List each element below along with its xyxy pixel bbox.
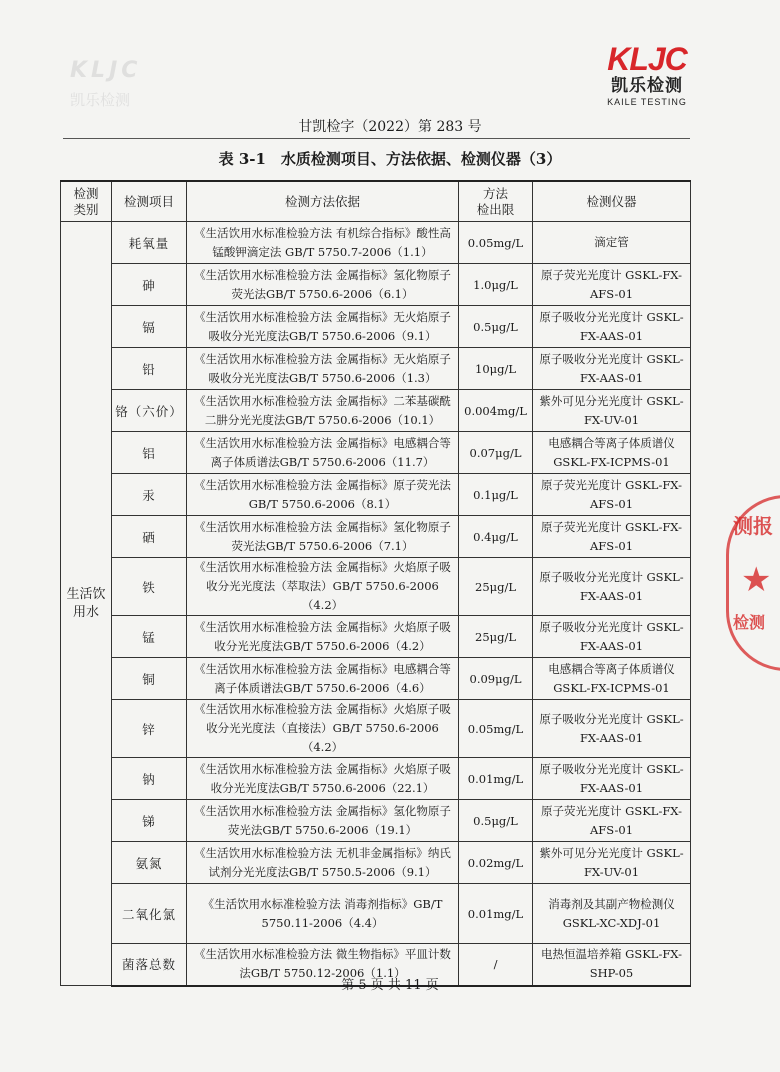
table-body bbox=[61, 222, 691, 986]
instrument-cell: 原子荧光光度计 GSKL-FX-AFS-01 bbox=[533, 474, 691, 516]
table-row bbox=[61, 432, 691, 474]
table-row bbox=[61, 658, 691, 700]
method-cell: 《生活饮用水标准检验方法 金属指标》二苯基碳酰二肼分光光度法GB/T 5750.6-2006（10.1） bbox=[187, 390, 459, 432]
item-cell: 二氧化氯 bbox=[112, 884, 187, 944]
table-row bbox=[61, 306, 691, 348]
method-cell: 《生活饮用水标准检验方法 金属指标》氢化物原子荧光法GB/T 5750.6-2006（7.1） bbox=[187, 516, 459, 558]
instrument-cell: 原子吸收分光光度计 GSKL-FX-AAS-01 bbox=[533, 700, 691, 758]
logo-mark: KLJC bbox=[607, 41, 687, 77]
table-row bbox=[61, 558, 691, 616]
item-cell: 锰 bbox=[112, 616, 187, 658]
method-cell: 《生活饮用水标准检验方法 金属指标》火焰原子吸收分光光度法GB/T 5750.6-2006（4.2） bbox=[187, 616, 459, 658]
table-header-row bbox=[61, 181, 691, 222]
stamp-text-bottom: 检测 bbox=[733, 613, 766, 632]
item-cell: 铝 bbox=[112, 432, 187, 474]
instrument-cell: 电热恒温培养箱 GSKL-FX-SHP-05 bbox=[533, 944, 691, 986]
item-cell: 锌 bbox=[112, 700, 187, 758]
table-row bbox=[61, 758, 691, 800]
logo-english-name: KAILE TESTING bbox=[607, 97, 687, 107]
method-cell: 《生活饮用水标准检验方法 金属指标》火焰原子吸收分光光度法（直接法）GB/T 5750.6-2006（4.2） bbox=[187, 700, 459, 758]
limit-cell: 0.05mg/L bbox=[459, 222, 533, 264]
instrument-cell: 原子荧光光度计 GSKL-FX-AFS-01 bbox=[533, 800, 691, 842]
instrument-cell: 原子吸收分光光度计 GSKL-FX-AAS-01 bbox=[533, 758, 691, 800]
watermark-mark: KLJC bbox=[70, 58, 142, 83]
limit-cell: 0.4μg/L bbox=[459, 516, 533, 558]
table-row bbox=[61, 222, 691, 264]
method-cell: 《生活饮用水标准检验方法 金属指标》无火焰原子吸收分光光度法GB/T 5750.6-2006（1.3） bbox=[187, 348, 459, 390]
page-number: 第 5 页 共 11 页 bbox=[341, 978, 439, 993]
item-cell: 铜 bbox=[112, 658, 187, 700]
instrument-cell: 紫外可见分光光度计 GSKL-FX-UV-01 bbox=[533, 390, 691, 432]
header-method: 检测方法依据 bbox=[187, 181, 459, 222]
test-items-table bbox=[60, 180, 691, 987]
item-cell: 锑 bbox=[112, 800, 187, 842]
instrument-cell: 原子荧光光度计 GSKL-FX-AFS-01 bbox=[533, 516, 691, 558]
item-cell: 砷 bbox=[112, 264, 187, 306]
instrument-cell: 紫外可见分光光度计 GSKL-FX-UV-01 bbox=[533, 842, 691, 884]
limit-cell: 0.05mg/L bbox=[459, 700, 533, 758]
header-category: 检测 类别 bbox=[61, 181, 112, 222]
instrument-cell: 滴定管 bbox=[533, 222, 691, 264]
item-cell: 钠 bbox=[112, 758, 187, 800]
header-divider bbox=[63, 138, 690, 139]
method-cell: 《生活饮用水标准检验方法 金属指标》火焰原子吸收分光光度法（萃取法）GB/T 5750.6-2006（4.2） bbox=[187, 558, 459, 616]
limit-cell: / bbox=[459, 944, 533, 986]
instrument-cell: 原子吸收分光光度计 GSKL-FX-AAS-01 bbox=[533, 348, 691, 390]
item-cell: 铁 bbox=[112, 558, 187, 616]
instrument-cell: 消毒剂及其副产物检测仪 GSKL-XC-XDJ-01 bbox=[533, 884, 691, 944]
instrument-cell: 原子吸收分光光度计 GSKL-FX-AAS-01 bbox=[533, 306, 691, 348]
watermark-logo bbox=[70, 58, 141, 110]
method-cell: 《生活饮用水标准检验方法 金属指标》电感耦合等离子体质谱法GB/T 5750.6-2006（11.7） bbox=[187, 432, 459, 474]
table-row bbox=[61, 700, 691, 758]
limit-cell: 25μg/L bbox=[459, 616, 533, 658]
item-cell: 镉 bbox=[112, 306, 187, 348]
table-row bbox=[61, 516, 691, 558]
limit-cell: 25μg/L bbox=[459, 558, 533, 616]
logo-chinese-name: 凯乐检测 bbox=[611, 76, 683, 96]
stamp-text-top: 测报 bbox=[733, 514, 773, 538]
instrument-cell: 原子荧光光度计 GSKL-FX-AFS-01 bbox=[533, 264, 691, 306]
item-cell: 耗氧量 bbox=[112, 222, 187, 264]
limit-cell: 0.1μg/L bbox=[459, 474, 533, 516]
limit-cell: 0.02mg/L bbox=[459, 842, 533, 884]
limit-cell: 0.07μg/L bbox=[459, 432, 533, 474]
limit-cell: 10μg/L bbox=[459, 348, 533, 390]
instrument-cell: 电感耦合等离子体质谱仪GSKL-FX-ICPMS-01 bbox=[533, 432, 691, 474]
red-seal-stamp bbox=[726, 495, 780, 671]
table-row bbox=[61, 842, 691, 884]
limit-cell: 0.5μg/L bbox=[459, 306, 533, 348]
watermark-name: 凯乐检测 bbox=[70, 91, 131, 109]
method-cell: 《生活饮用水标准检验方法 金属指标》原子荧光法GB/T 5750.6-2006（8.1） bbox=[187, 474, 459, 516]
limit-cell: 0.5μg/L bbox=[459, 800, 533, 842]
limit-cell: 0.01mg/L bbox=[459, 884, 533, 944]
method-cell: 《生活饮用水标准检验方法 金属指标》电感耦合等离子体质谱法GB/T 5750.6-2006（4.6） bbox=[187, 658, 459, 700]
item-cell: 菌落总数 bbox=[112, 944, 187, 986]
company-logo bbox=[592, 42, 702, 108]
method-cell: 《生活饮用水标准检验方法 金属指标》氢化物原子荧光法GB/T 5750.6-2006（19.1） bbox=[187, 800, 459, 842]
table-row bbox=[61, 474, 691, 516]
stamp-star-icon: ★ bbox=[741, 560, 772, 600]
table-row bbox=[61, 390, 691, 432]
method-cell: 《生活饮用水标准检验方法 金属指标》无火焰原子吸收分光光度法GB/T 5750.6-2006（9.1） bbox=[187, 306, 459, 348]
method-cell: 《生活饮用水标准检验方法 有机综合指标》酸性高锰酸钾滴定法 GB/T 5750.7-2006（1.1） bbox=[187, 222, 459, 264]
limit-cell: 0.09μg/L bbox=[459, 658, 533, 700]
item-cell: 铬（六价） bbox=[112, 390, 187, 432]
instrument-cell: 原子吸收分光光度计 GSKL-FX-AAS-01 bbox=[533, 616, 691, 658]
limit-cell: 1.0μg/L bbox=[459, 264, 533, 306]
method-cell: 《生活饮用水标准检验方法 消毒剂指标》GB/T 5750.11-2006（4.4） bbox=[187, 884, 459, 944]
header-limit: 方法 检出限 bbox=[459, 181, 533, 222]
limit-cell: 0.01mg/L bbox=[459, 758, 533, 800]
table-row bbox=[61, 264, 691, 306]
limit-cell: 0.004mg/L bbox=[459, 390, 533, 432]
item-cell: 硒 bbox=[112, 516, 187, 558]
category-cell: 生活饮用水 bbox=[61, 222, 112, 986]
method-cell: 《生活饮用水标准检验方法 金属指标》火焰原子吸收分光光度法GB/T 5750.6-2006（22.1） bbox=[187, 758, 459, 800]
header-instrument: 检测仪器 bbox=[533, 181, 691, 222]
table-title: 表 3-1 水质检测项目、方法依据、检测仪器（3） bbox=[218, 150, 562, 168]
method-cell: 《生活饮用水标准检验方法 金属指标》氢化物原子荧光法GB/T 5750.6-2006（6.1） bbox=[187, 264, 459, 306]
header-item: 检测项目 bbox=[112, 181, 187, 222]
instrument-cell: 电感耦合等离子体质谱仪GSKL-FX-ICPMS-01 bbox=[533, 658, 691, 700]
method-cell: 《生活饮用水标准检验方法 微生物指标》平皿计数法GB/T 5750.12-2006（1.1） bbox=[187, 944, 459, 986]
item-cell: 铅 bbox=[112, 348, 187, 390]
table-row bbox=[61, 884, 691, 944]
item-cell: 氨氮 bbox=[112, 842, 187, 884]
table-row bbox=[61, 616, 691, 658]
document-number: 甘凯检字（2022）第 283 号 bbox=[298, 119, 482, 135]
method-cell: 《生活饮用水标准检验方法 无机非金属指标》纳氏试剂分光光度法GB/T 5750.5-2006（9.1） bbox=[187, 842, 459, 884]
table-row bbox=[61, 348, 691, 390]
instrument-cell: 原子吸收分光光度计 GSKL-FX-AAS-01 bbox=[533, 558, 691, 616]
item-cell: 汞 bbox=[112, 474, 187, 516]
table-row bbox=[61, 800, 691, 842]
